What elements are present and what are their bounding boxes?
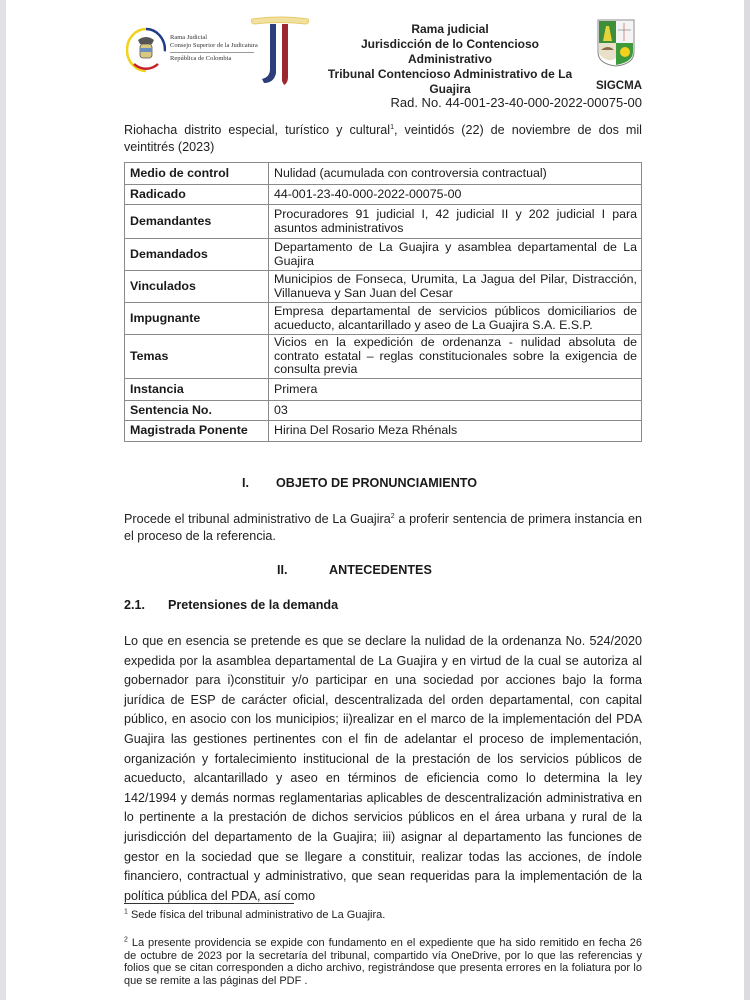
row-value: 03 bbox=[269, 401, 642, 421]
logo-text-line: Rama Judicial bbox=[170, 34, 208, 41]
document-header bbox=[0, 0, 750, 120]
logo-text-line: Consejo Superior de la Judicatura bbox=[170, 42, 258, 49]
la-guajira-shield-icon bbox=[596, 18, 636, 68]
table-row bbox=[125, 421, 642, 442]
section-number: II. bbox=[277, 563, 288, 577]
case-info-table bbox=[124, 162, 642, 442]
footnote-text: Sede física del tribunal administrativo de La Guajira. bbox=[127, 909, 386, 921]
row-label: Radicado bbox=[125, 185, 269, 205]
jt-jurisdiction-logo-icon bbox=[246, 15, 314, 87]
table-row bbox=[125, 335, 642, 379]
logo-separator bbox=[170, 52, 254, 53]
row-label: Instancia bbox=[125, 379, 269, 401]
row-label: Medio de control bbox=[125, 163, 269, 185]
pretensiones-paragraph: Lo que en esencia se pretende es que se declare la nulidad de la ordenanza No. 524/2020 expedida por la asamblea departamental de La Guajira y en virtud de la cual se autoriza al gobernador para i)constituir y/o participar en una sociedad por acciones bajo la forma jurídica de ESP de carácter oficial, descentralizada del orden departamental, con capital público, en asocio con los municipios; ii)realizar en el marco de la implementación del PDA Guajira las gestiones pertinentes con el fin de adelantar el proceso de implementación, organización y fortalecimiento institucional de la prestación de los servicios públicos de acueducto, alcantarillado y aseo en términos de eficiencia como lo determina la ley 142/1994 y demás normas reglamentarias aplicables de descentralización administrativa en lo pertinente a la prestación de dichos servicios públicos en el área urbana y rural de la jurisdicción del departamento de la Guajira; iii) asignar al departamento las funciones de gestor en la sociedad que se llegare a constituir, realizar todas las acciones, de índole financiero, contractual y administrativo, que sean requeridas para la implementación de la política pública del PDA, así como bbox=[124, 634, 642, 903]
footnote-number: 1 bbox=[124, 908, 128, 916]
footnote-separator bbox=[124, 903, 294, 904]
section-heading-antecedentes bbox=[277, 563, 432, 577]
court-title-line: Jurisdicción de lo Contencioso Administrativo bbox=[360, 37, 540, 66]
table-row bbox=[125, 379, 642, 401]
table-row bbox=[125, 239, 642, 271]
row-label: Magistrada Ponente bbox=[125, 421, 269, 442]
section-title: ANTECEDENTES bbox=[329, 563, 432, 577]
court-title-line: Tribunal Contencioso Administrativo de La Guajira bbox=[327, 67, 573, 96]
date-text: Riohacha distrito especial, turístico y cultural bbox=[124, 123, 391, 137]
row-label: Vinculados bbox=[125, 271, 269, 303]
paragraph-text: Procede el tribunal administrativo de La Guajira bbox=[124, 512, 391, 526]
footnote-number: 2 bbox=[124, 936, 128, 944]
paragraph-text: a proferir sentencia de primera instancia en el proceso de la referencia. bbox=[124, 512, 642, 543]
row-value: Procuradores 91 judicial I, 42 judicial II y 202 judicial I para asuntos administrativos bbox=[269, 205, 642, 239]
viewer-left-edge bbox=[0, 0, 6, 1000]
rama-judicial-logo-text bbox=[170, 34, 258, 63]
row-value: Vicios en la expedición de ordenanza - nulidad absoluta de contrato estatal – reglas constitucionales sobre la exigencia de consulta previa bbox=[269, 335, 642, 379]
footnote-2 bbox=[124, 937, 642, 987]
viewer-right-edge bbox=[744, 0, 750, 1000]
section-number: I. bbox=[242, 476, 249, 490]
row-value: Departamento de La Guajira y asamblea departamental de La Guajira bbox=[269, 239, 642, 271]
radicado-header: Rad. No. 44-001-23-40-000-2022-00075-00 bbox=[390, 95, 642, 110]
objeto-paragraph bbox=[124, 511, 642, 544]
row-label: Temas bbox=[125, 335, 269, 379]
footnote-ref[interactable]: 1 bbox=[390, 123, 395, 131]
colombia-coat-of-arms-icon bbox=[126, 26, 166, 74]
section-number: 2.1. bbox=[124, 598, 146, 612]
row-value: Hirina Del Rosario Meza Rhénals bbox=[269, 421, 642, 442]
row-value: 44-001-23-40-000-2022-00075-00 bbox=[269, 185, 642, 205]
table-row bbox=[125, 163, 642, 185]
court-title-line: Rama judicial bbox=[411, 22, 489, 36]
footnote-1 bbox=[124, 909, 642, 922]
footnote-ref[interactable]: 2 bbox=[390, 512, 395, 520]
row-label: Demandantes bbox=[125, 205, 269, 239]
court-title bbox=[320, 22, 580, 97]
row-value: Nulidad (acumulada con controversia contractual) bbox=[269, 163, 642, 185]
table-row bbox=[125, 401, 642, 421]
sigcma-label: SIGCMA bbox=[596, 80, 642, 92]
table-row bbox=[125, 205, 642, 239]
row-label: Sentencia No. bbox=[125, 401, 269, 421]
row-value: Primera bbox=[269, 379, 642, 401]
logo-text-line: República de Colombia bbox=[170, 55, 232, 62]
row-label: Impugnante bbox=[125, 303, 269, 335]
date-text: , veintidós (22) de noviembre de dos mil veintitrés (2023) bbox=[124, 123, 642, 154]
date-place-line bbox=[124, 122, 642, 155]
footnote-text: La presente providencia se expide con fundamento en el expediente que ha sido remitido en fecha 26 de octubre de 2023 por la secretaría del tribunal, compartido vía OneDrive, por lo que las referencias y folios que se citan corresponden a dicho archivo, registrándose que presenta errores en la foliatura por lo que se remite a las páginas del PDF . bbox=[124, 937, 642, 987]
subsection-heading-pretensiones bbox=[124, 598, 338, 612]
table-row bbox=[125, 271, 642, 303]
section-title: OBJETO DE PRONUNCIAMIENTO bbox=[276, 476, 478, 490]
row-value: Empresa departamental de servicios públicos domiciliarios de acueducto, alcantarillado y aseo de La Guajira S.A. E.S.P. bbox=[269, 303, 642, 335]
table-row bbox=[125, 303, 642, 335]
section-title: Pretensiones de la demanda bbox=[168, 598, 339, 612]
row-label: Demandados bbox=[125, 239, 269, 271]
row-value: Municipios de Fonseca, Urumita, La Jagua del Pilar, Distracción, Villanueva y San Juan del Cesar bbox=[269, 271, 642, 303]
section-heading-objeto bbox=[242, 476, 477, 490]
table-row bbox=[125, 185, 642, 205]
